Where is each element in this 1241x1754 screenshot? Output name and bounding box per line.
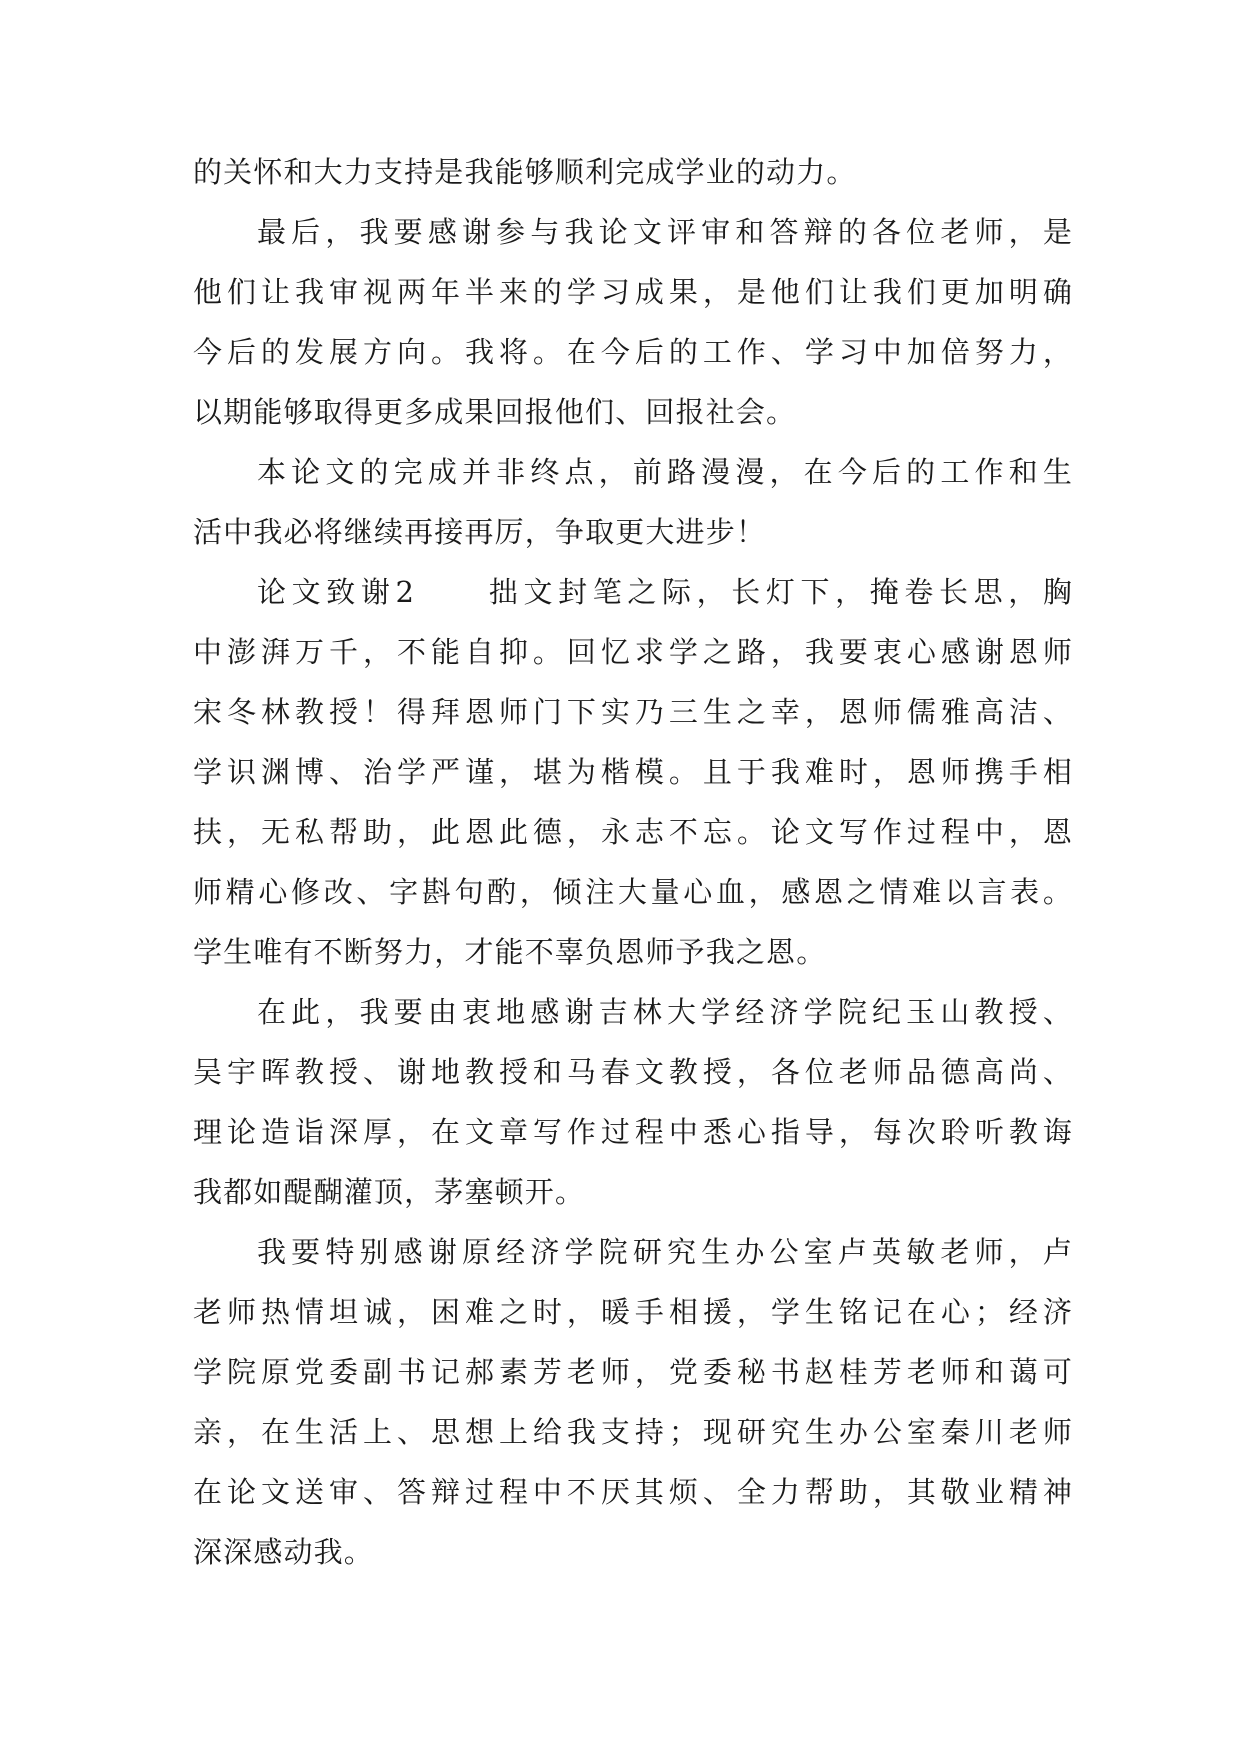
text-line: 深深感动我。: [193, 1535, 374, 1569]
text-line: 理论造诣深厚，在文章写作过程中悉心指导，每次聆听教诲: [193, 1115, 1073, 1149]
paragraph-first-line: 论文致谢2 拙文封笔之际，长灯下，掩卷长思，胸: [257, 575, 1073, 609]
text-line: 他们让我审视两年半来的学习成果，是他们让我们更加明确: [193, 275, 1073, 309]
text-line: 宋冬林教授！得拜恩师门下实乃三生之幸，恩师儒雅高洁、: [193, 695, 1073, 729]
paragraph-first-line: 在此，我要由衷地感谢吉林大学经济学院纪玉山教授、: [257, 995, 1073, 1029]
document-body: [193, 153, 1073, 1593]
text-line: 学生唯有不断努力，才能不辜负恩师予我之恩。: [193, 935, 827, 969]
text-line: 今后的发展方向。我将。在今后的工作、学习中加倍努力，: [193, 335, 1073, 369]
text-line: 活中我必将继续再接再厉，争取更大进步！: [193, 515, 767, 549]
paragraph-first-line: 最后，我要感谢参与我论文评审和答辩的各位老师，是: [257, 215, 1073, 249]
paragraph-first-line: 本论文的完成并非终点，前路漫漫，在今后的工作和生: [257, 455, 1073, 489]
text-line: 吴宇晖教授、谢地教授和马春文教授，各位老师品德高尚、: [193, 1055, 1073, 1089]
text-line: 师精心修改、字斟句酌，倾注大量心血，感恩之情难以言表。: [193, 875, 1073, 909]
text-line: 以期能够取得更多成果回报他们、回报社会。: [193, 395, 797, 429]
text-line: 在论文送审、答辩过程中不厌其烦、全力帮助，其敬业精神: [193, 1475, 1073, 1509]
text-line: 亲，在生活上、思想上给我支持；现研究生办公室秦川老师: [193, 1415, 1073, 1449]
text-line: 我都如醍醐灌顶，茅塞顿开。: [193, 1175, 586, 1209]
text-line: 中澎湃万千，不能自抑。回忆求学之路，我要衷心感谢恩师: [193, 635, 1073, 669]
text-line: 学识渊博、治学严谨，堪为楷模。且于我难时，恩师携手相: [193, 755, 1073, 789]
paragraph-first-line: 我要特别感谢原经济学院研究生办公室卢英敏老师，卢: [257, 1235, 1073, 1269]
text-line: 的关怀和大力支持是我能够顺利完成学业的动力。: [193, 155, 857, 189]
text-line: 扶，无私帮助，此恩此德，永志不忘。论文写作过程中，恩: [193, 815, 1073, 849]
text-line: 老师热情坦诚，困难之时，暖手相援，学生铭记在心；经济: [193, 1295, 1073, 1329]
text-line: 学院原党委副书记郝素芳老师，党委秘书赵桂芳老师和蔼可: [193, 1355, 1073, 1389]
